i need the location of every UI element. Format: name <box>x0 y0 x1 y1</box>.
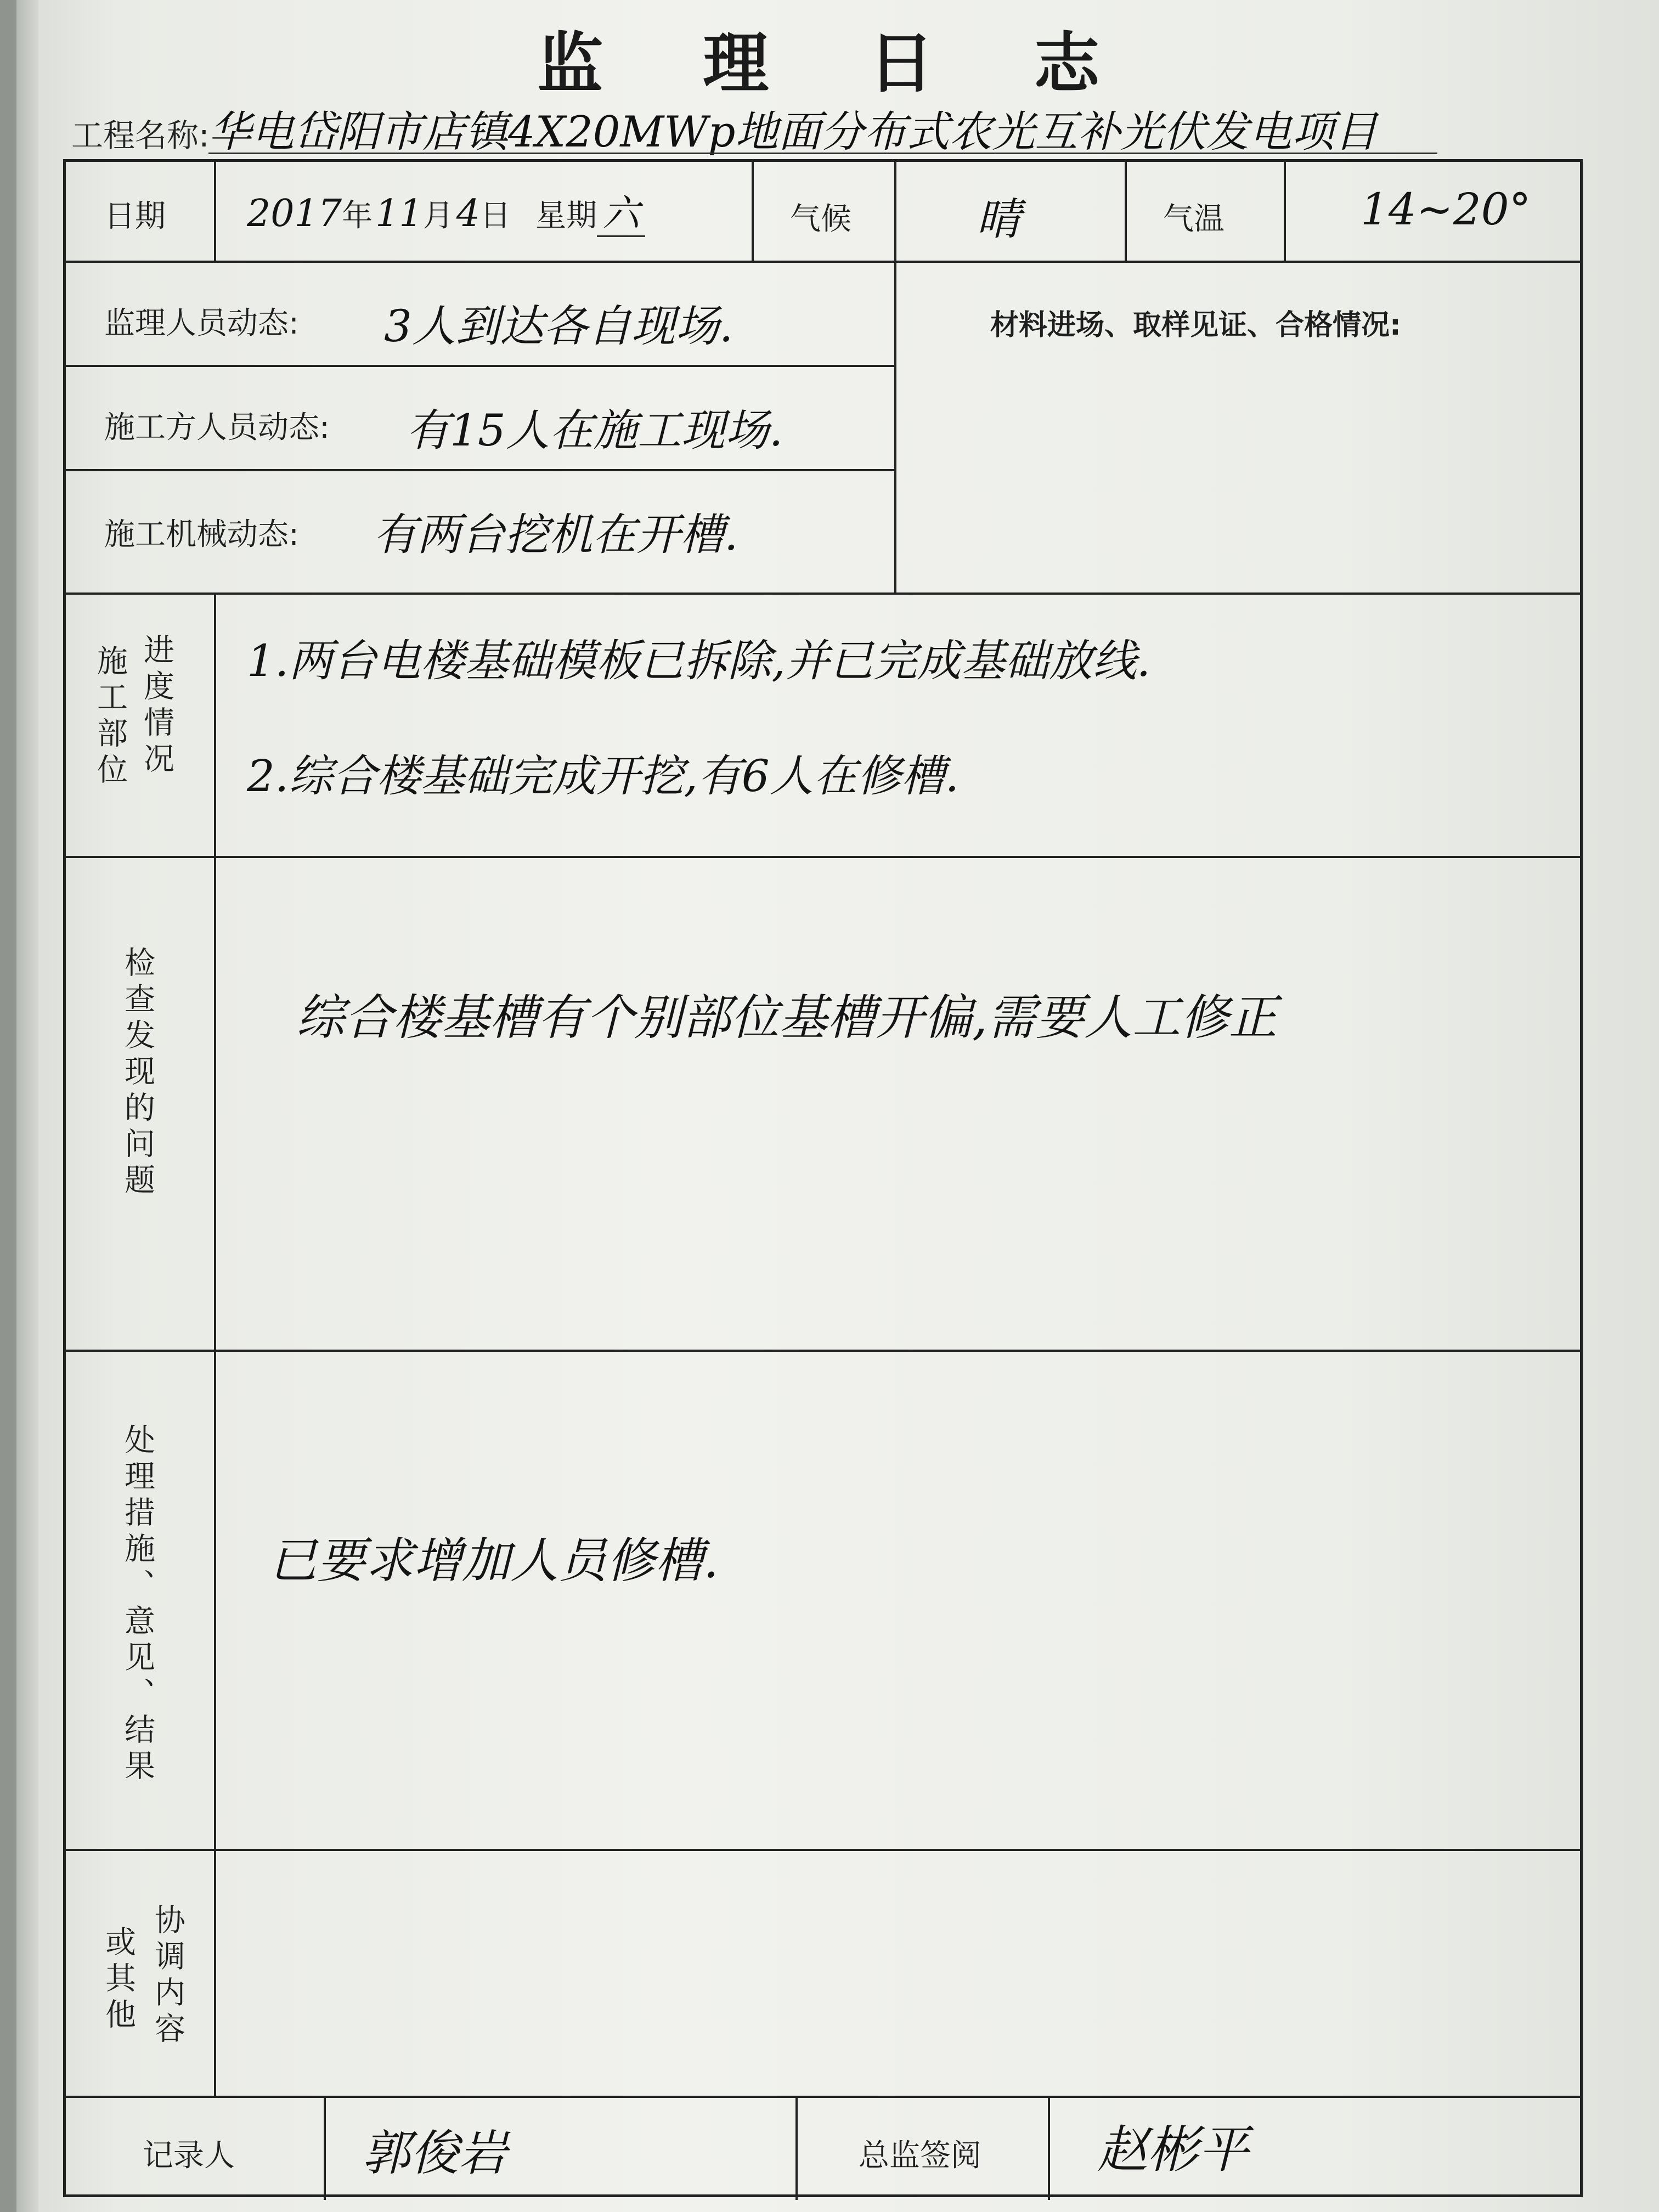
issues-value: 综合楼基槽有个别部位基槽开偏,需要人工修正 <box>296 989 1277 1046</box>
binding-spine <box>16 0 38 2212</box>
rule <box>66 365 894 367</box>
rule <box>66 856 1580 858</box>
project-name-label: 工程名称: <box>71 117 210 154</box>
measures-label: 处理措施、意见、结果 <box>120 1424 155 1786</box>
date-field <box>247 184 645 237</box>
log-form <box>63 159 1583 2197</box>
rule <box>66 592 1580 595</box>
coordination-label-content: 协调内容 <box>150 1904 185 2049</box>
materials-label: 材料进场、取样见证、合格情况: <box>990 309 1401 342</box>
rule <box>214 162 216 261</box>
machine-status-value: 有两台挖机在开槽. <box>373 509 738 560</box>
builder-status-value: 有15人在施工现场. <box>406 405 783 456</box>
machine-status-label: 施工机械动态: <box>104 517 299 552</box>
date-day: 4 <box>456 192 481 235</box>
rule <box>66 469 894 471</box>
temperature-label: 气温 <box>1163 201 1224 237</box>
measures-value: 已要求增加人员修槽. <box>269 1532 719 1589</box>
log-page <box>16 0 1659 2212</box>
recorder-label: 记录人 <box>143 2138 235 2174</box>
rule <box>1284 162 1286 261</box>
recorder-signature: 郭俊岩 <box>362 2125 507 2181</box>
rule <box>894 162 896 592</box>
weekday-label: 星期 <box>535 198 597 234</box>
rule <box>66 261 1580 263</box>
rule <box>66 2096 1580 2098</box>
progress-label-status: 进度情况 <box>139 634 174 778</box>
chief-review-label: 总监签阅 <box>859 2138 981 2174</box>
date-month: 11 <box>375 192 423 235</box>
progress-item-1: 1.两台电楼基础模板已拆除,并已完成基础放线. <box>247 635 1151 686</box>
temperature-value: 14~20° <box>1361 184 1531 235</box>
rule <box>1125 162 1127 261</box>
issues-label: 检查发现的问题 <box>120 946 155 1200</box>
builder-status-label: 施工方人员动态: <box>104 410 330 445</box>
year-unit: 年 <box>342 198 373 234</box>
rule <box>66 1350 1580 1352</box>
weekday-value: 六 <box>597 192 645 237</box>
rule <box>1048 2096 1050 2200</box>
rule <box>795 2096 798 2200</box>
rule <box>214 592 216 2096</box>
page-title: 监 理 日 志 <box>537 26 1138 102</box>
rule <box>66 1849 1580 1851</box>
project-underline <box>208 153 1437 154</box>
supervisor-status-value: 3人到达各自现场. <box>384 301 733 352</box>
progress-item-2: 2.综合楼基础完成开挖,有6人在修槽. <box>247 751 960 802</box>
project-name-value: 华电岱阳市店镇4X20MWp地面分布式农光互补光伏发电项目 <box>208 108 1378 157</box>
weather-value: 晴 <box>977 194 1020 245</box>
day-unit: 日 <box>480 198 511 234</box>
month-unit: 月 <box>422 198 454 234</box>
rule <box>324 2096 326 2200</box>
chief-signature: 赵彬平 <box>1097 2120 1249 2179</box>
rule <box>752 162 754 261</box>
date-year: 2017 <box>247 192 342 235</box>
weather-label: 气候 <box>790 201 851 237</box>
date-label: 日期 <box>104 199 166 234</box>
progress-label-part: 施工部位 <box>92 645 128 789</box>
supervisor-status-label: 监理人员动态: <box>104 306 299 341</box>
coordination-label-other: 或其他 <box>100 1926 136 2034</box>
